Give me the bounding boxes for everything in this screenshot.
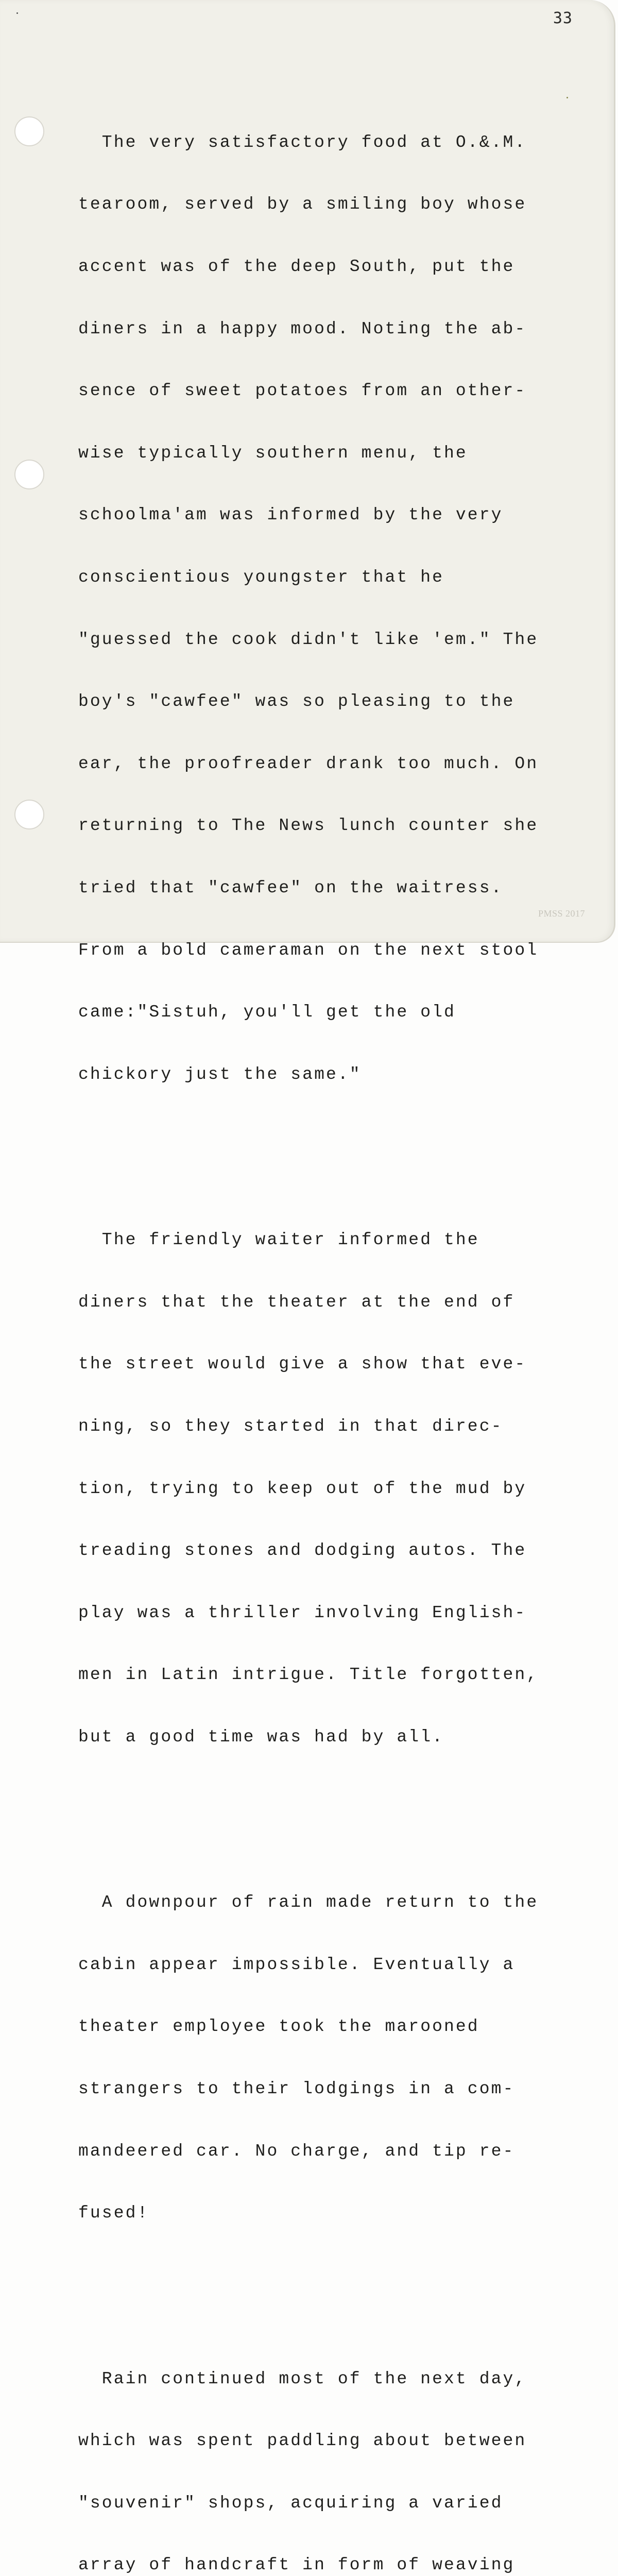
text-line: returning to The News lunch counter she (78, 816, 539, 836)
binder-hole-middle (14, 460, 44, 489)
text-line: ear, the proofreader drank too much. On (78, 754, 539, 773)
text-line: tion, trying to keep out of the mud by (78, 1479, 527, 1498)
paper-speck (16, 12, 18, 14)
text-line: From a bold cameraman on the next stool (78, 940, 539, 960)
text-line: accent was of the deep South, put the (78, 257, 515, 276)
text-line: strangers to their lodgings in a com- (78, 2079, 515, 2099)
text-line: which was spent paddling about between (78, 2431, 527, 2451)
text-line: sence of sweet potatoes from an other- (78, 381, 527, 401)
text-line: fused! (78, 2204, 149, 2223)
text-line: ning, so they started in that direc- (78, 1416, 503, 1436)
text-line: the street would give a show that eve- (78, 1354, 527, 1374)
text-line: diners that the theater at the end of (78, 1292, 515, 1312)
text-line: men in Latin intrigue. Title forgotten, (78, 1665, 539, 1685)
paragraph-2 (78, 1189, 593, 1789)
text-line: mandeered car. No charge, and tip re- (78, 2141, 515, 2161)
text-line: tried that "cawfee" on the waitress. (78, 878, 503, 897)
text-line: play was a thriller involving English- (78, 1603, 527, 1622)
paragraph-3 (78, 1851, 593, 2265)
text-line: Rain continued most of the next day, (78, 2369, 527, 2388)
text-line: cabin appear impossible. Eventually a (78, 1955, 515, 1974)
text-line: conscientious youngster that he (78, 567, 444, 587)
text-line: but a good time was had by all. (78, 1727, 444, 1747)
watermark: PMSS 2017 (538, 908, 585, 919)
page-number: 33 (553, 9, 573, 27)
text-line: diners in a happy mood. Noting the ab- (78, 319, 527, 338)
text-line: The friendly waiter informed the (78, 1230, 479, 1250)
text-line: chickory just the same." (78, 1064, 362, 1084)
text-line: wise typically southern menu, the (78, 443, 468, 463)
text-line: schoolma'am was informed by the very (78, 505, 503, 525)
typed-text-body (78, 49, 593, 2576)
text-line: boy's "cawfee" was so pleasing to the (78, 692, 515, 711)
text-line: A downpour of rain made return to the (78, 1893, 539, 1912)
text-line: came:"Sistuh, you'll get the old (78, 1003, 456, 1022)
text-line: "souvenir" shops, acquiring a varied (78, 2493, 503, 2513)
text-line: theater employee took the marooned (78, 2017, 479, 2037)
text-line: array of handcraft in form of weaving (78, 2555, 515, 2575)
paragraph-1 (78, 91, 593, 1126)
paragraph-4 (78, 2327, 593, 2576)
binder-hole-top (14, 116, 44, 146)
text-line: treading stones and dodging autos. The (78, 1541, 527, 1561)
text-line: "guessed the cook didn't like 'em." The (78, 630, 539, 649)
text-line: tearoom, served by a smiling boy whose (78, 195, 527, 214)
text-line: The very satisfactory food at O.&.M. (78, 132, 527, 152)
binder-hole-bottom (14, 800, 44, 829)
